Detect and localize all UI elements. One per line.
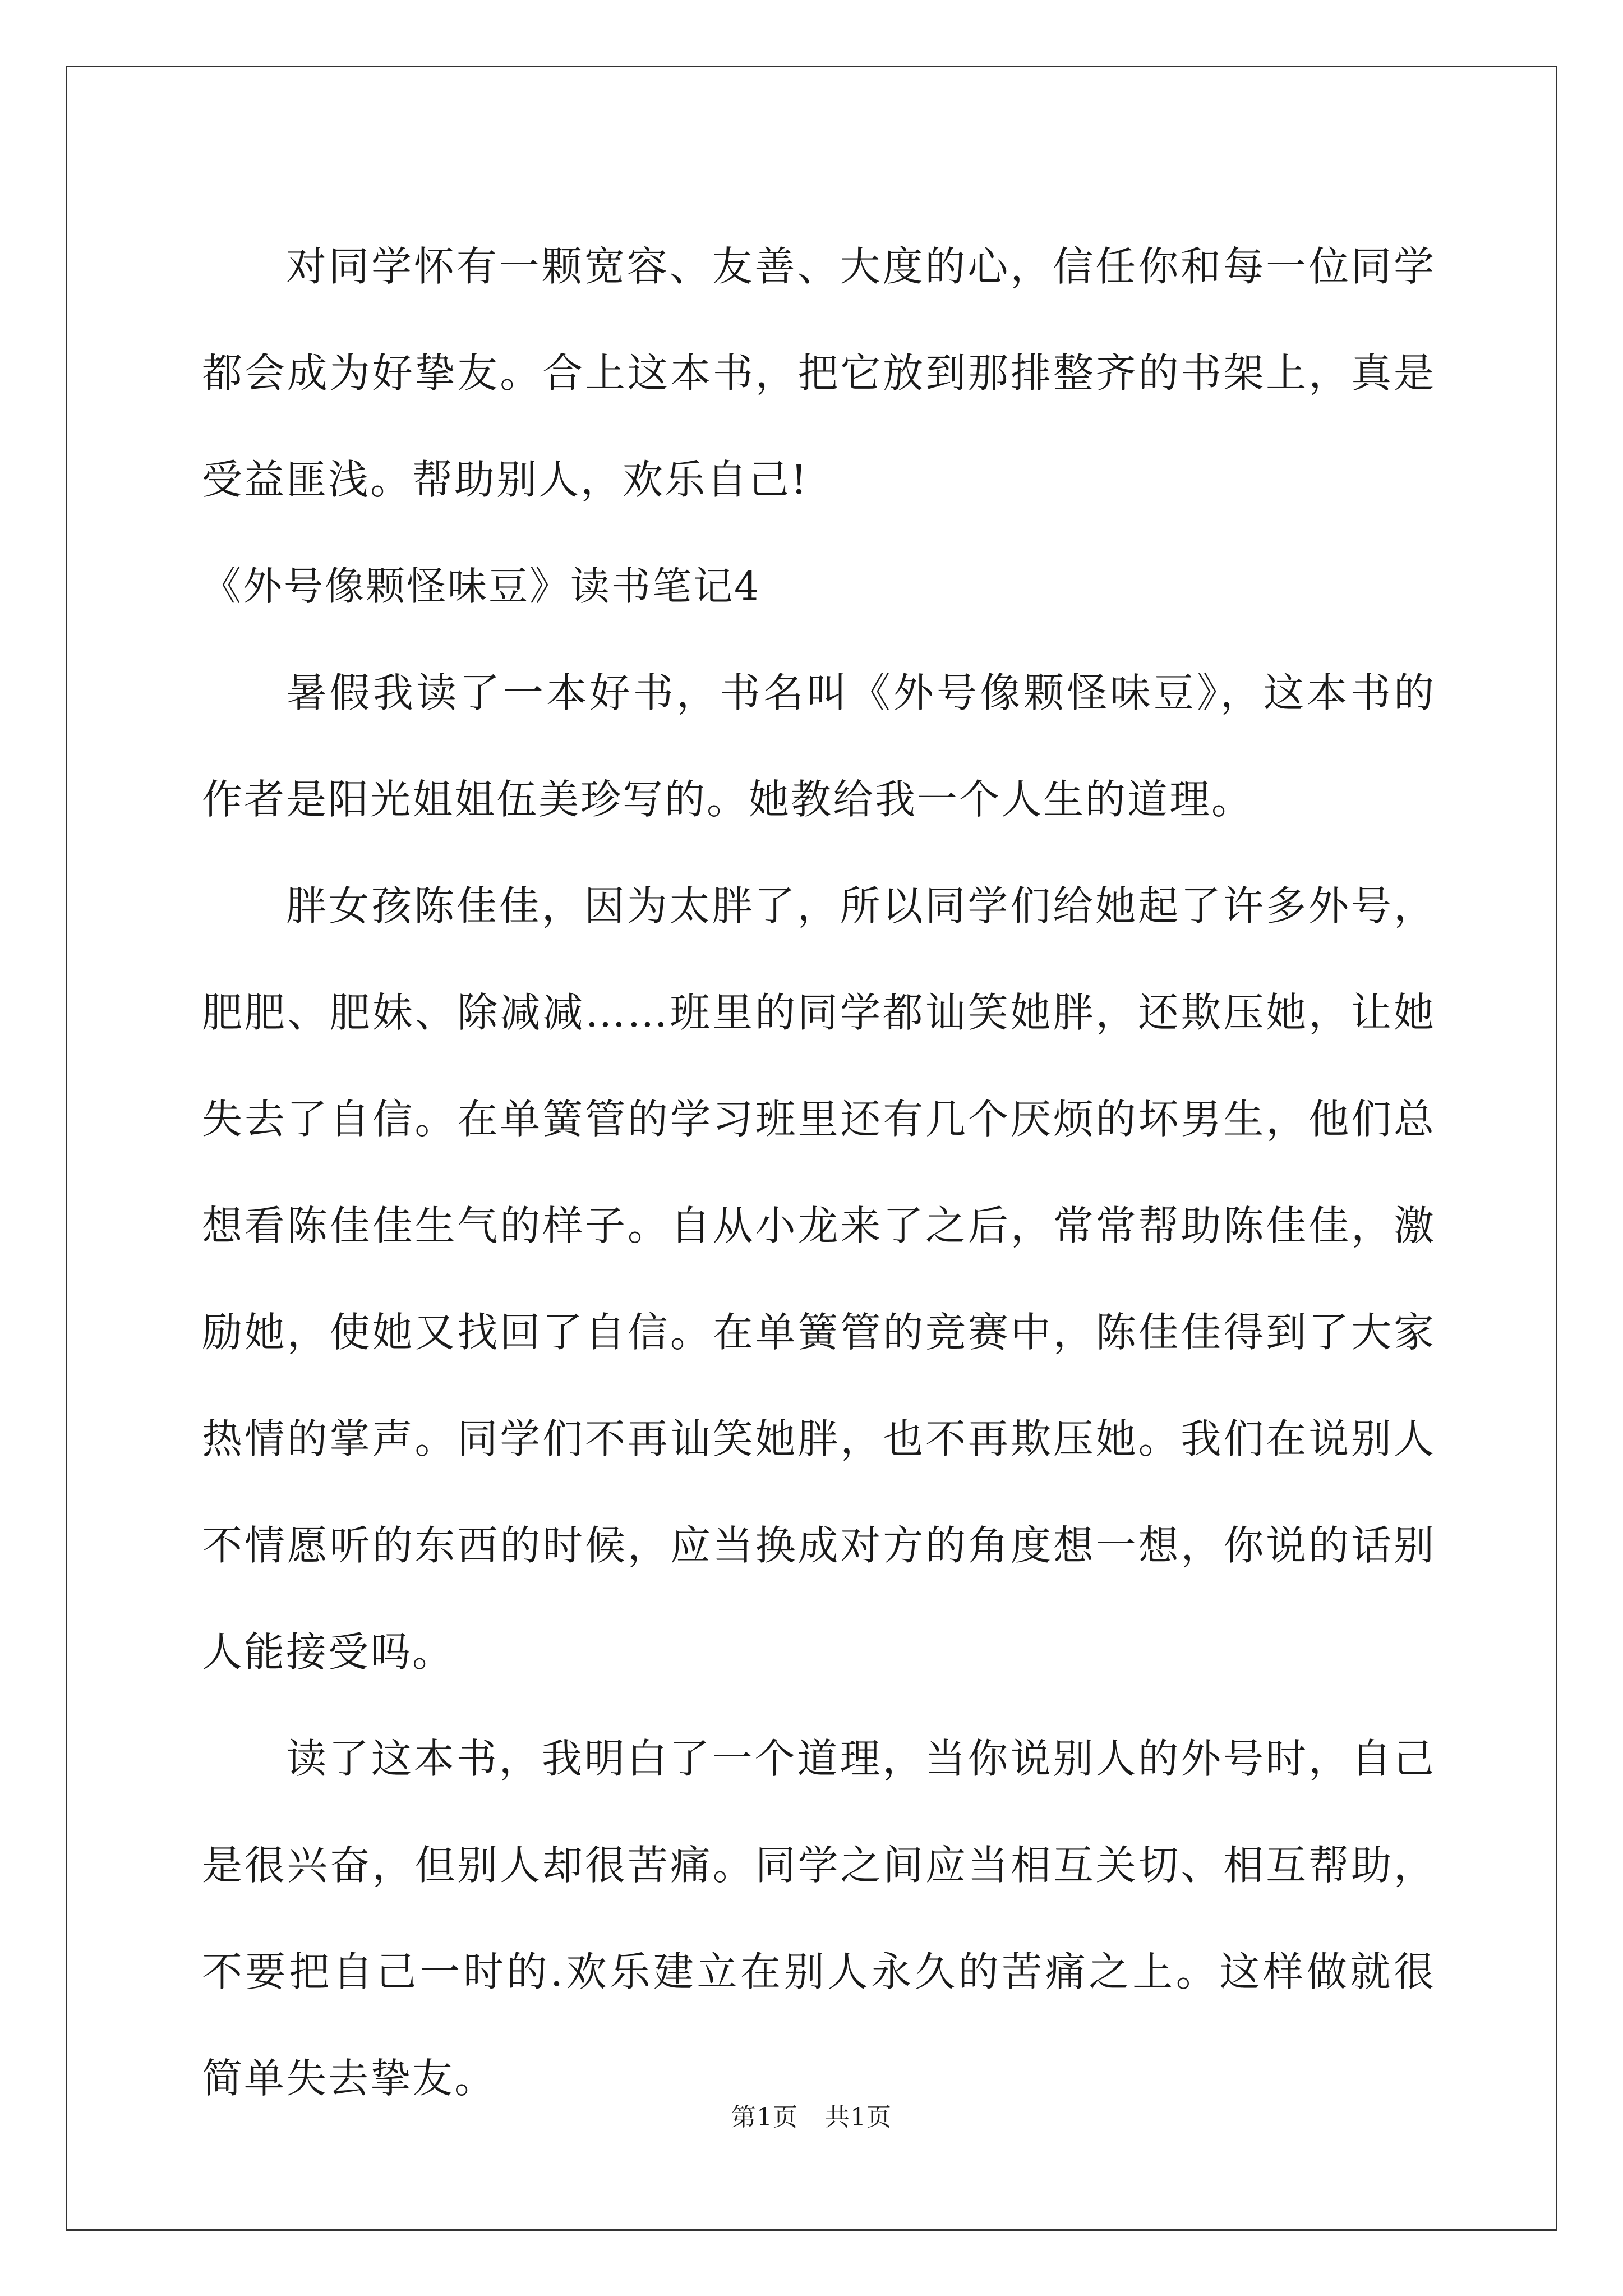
paragraph-3: 读了这本书，我明白了一个道理，当你说别人的外号时，自己是很兴奋，但别人却很苦痛。同学之间应当相互关切、相互帮助，不要把自己一时的.欢乐建立在别人永久的苦痛之上。这样做就很简单失去挚友。 — [202, 1735, 1436, 2102]
page-total: 共1页 — [825, 2103, 892, 2132]
page-footer — [0, 2097, 1623, 2133]
paragraph-1: 暑假我读了一本好书，书名叫《外号像颗怪味豆》，这本书的作者是阳光姐姐伍美珍写的。她教给我一个人生的道理。 — [202, 669, 1436, 823]
document-body — [202, 213, 1436, 2132]
paragraph-intro: 对同学怀有一颗宽容、友善、大度的心，信任你和每一位同学都会成为好挚友。合上这本书，把它放到那排整齐的书架上，真是受益匪浅。帮助别人，欢乐自己! — [202, 243, 1436, 503]
section-heading: 《外号像颗怪味豆》读书笔记4 — [202, 563, 761, 609]
page-number: 第1页 — [731, 2103, 798, 2132]
paragraph-2: 胖女孩陈佳佳，因为太胖了，所以同学们给她起了许多外号，肥肥、肥妹、除减减……班里的同学都讪笑她胖，还欺压她，让她失去了自信。在单簧管的学习班里还有几个厌烦的坏男生，他们总想看陈佳佳生气的样子。自从小龙来了之后，常常帮助陈佳佳，激励她，使她又找回了自信。在单簧管的竞赛中，陈佳佳得到了大家热情的掌声。同学们不再讪笑她胖，也不再欺压她。我们在说别人不情愿听的东西的时候，应当换成对方的角度想一想，你说的话别人能接受吗。 — [202, 882, 1436, 1676]
